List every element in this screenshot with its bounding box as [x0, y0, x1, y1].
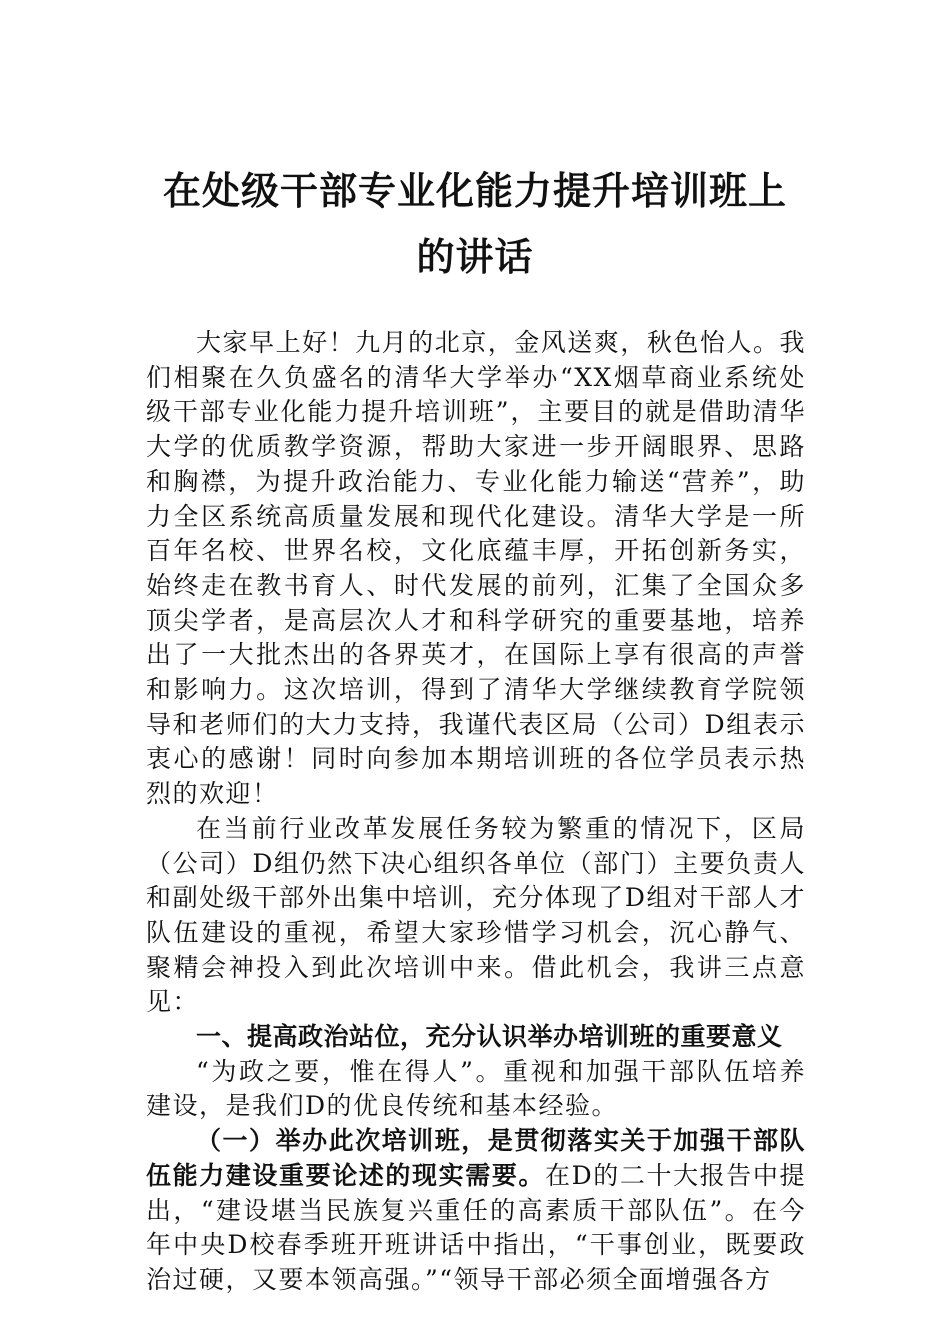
- paragraph-subsection-1: [146, 1124, 806, 1298]
- document-body: [146, 326, 806, 1298]
- subsection-1-text: 在D的二十大报告中提出，“建设堪当民族复兴重任的高素质干部队伍”。在今年中央D校春季班开班讲话中指出，“干事创业，既要政治过硬，又要本领高强。”“领导干部必须全面增强各方: [146, 1160, 806, 1294]
- paragraph-context: 在当前行业改革发展任务较为繁重的情况下，区局（公司）D组仍然下决心组织各单位（部门）主要负责人和副处级干部外出集中培训，充分体现了D组对干部人才队伍建设的重视，希望大家珍惜学习机会，沉心静气、聚精会神投入到此次培训中来。借此机会，我讲三点意见：: [146, 813, 806, 1017]
- section-heading-1: 一、提高政治站位，充分认识举办培训班的重要意义: [196, 1022, 783, 1052]
- document-title: 在处级干部专业化能力提升培训班上的讲话: [162, 168, 787, 279]
- paragraph-quote: “为政之要，惟在得人”。重视和加强干部队伍培养建设，是我们D的优良传统和基本经验。: [146, 1056, 806, 1121]
- subsection-heading-1: （一）举办此次培训班，是贯彻落实关于加强干部队伍能力建设重要论述的现实需要。: [146, 1126, 806, 1190]
- paragraph-greeting: 大家早上好！九月的北京，金风送爽，秋色怡人。我们相聚在久负盛名的清华大学举办“XX烟草商业系统处级干部专业化能力提升培训班”，主要目的就是借助清华大学的优质教学资源，帮助大家进一步开阔眼界、思路和胸襟，为提升政治能力、专业化能力输送“营养”，助力全区系统高质量发展和现代化建设。清华大学是一所百年名校、世界名校，文化底蕴丰厚，开拓创新务实，始终走在教书育人、时代发展的前列，汇集了全国众多顶尖学者，是高层次人才和科学研究的重要基地，培养出了一大批杰出的各界英才，在国际上享有很高的声誉和影响力。这次培训，得到了清华大学继续教育学院领导和老师们的大力支持，我谨代表区局（公司）D组表示衷心的感谢！同时向参加本期培训班的各位学员表示热烈的欢迎！: [146, 328, 806, 809]
